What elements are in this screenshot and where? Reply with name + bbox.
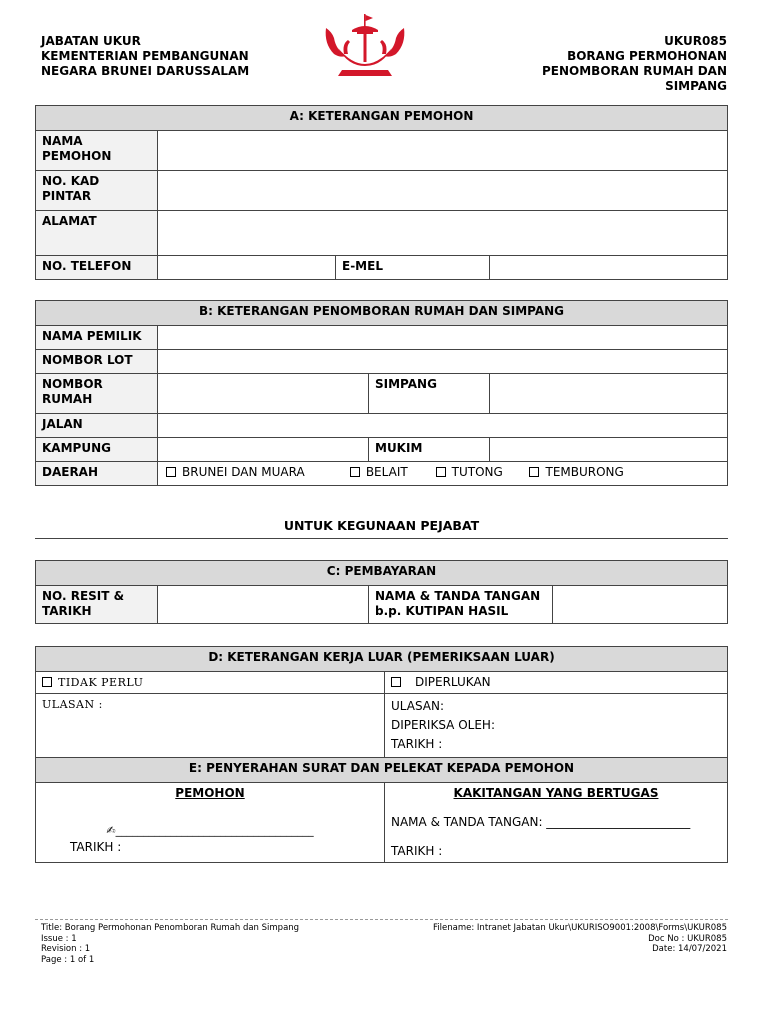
nama-pemohon-field[interactable] xyxy=(158,131,728,171)
form-title-line-2: PENOMBORAN RUMAH DAN xyxy=(542,64,727,78)
checkbox-icon xyxy=(42,677,52,687)
daerah-options xyxy=(158,462,728,486)
office-use-heading: UNTUK KEGUNAAN PEJABAT xyxy=(35,518,728,539)
section-b-title: B: KETERANGAN PENOMBORAN RUMAH DAN SIMPANG xyxy=(36,301,728,326)
mukim-label: MUKIM xyxy=(369,438,490,462)
ulasan-left-field[interactable]: ULASAN : xyxy=(36,694,385,758)
footer-date: Date: 14/07/2021 xyxy=(652,944,727,954)
section-e-title: E: PENYERAHAN SURAT DAN PELEKAT KEPADA PEMOHON xyxy=(36,758,728,783)
footer-filename: Filename: Intranet Jabatan Ukur\UKURISO9001:2008\Forms\UKUR085 xyxy=(433,923,727,933)
pemohon-tarikh: TARIKH : xyxy=(70,840,122,854)
checkbox-icon xyxy=(350,467,360,477)
nama-pemilik-field[interactable] xyxy=(158,326,728,350)
footer-page: Page : 1 of 1 xyxy=(41,954,95,965)
e-mel-label: E-MEL xyxy=(336,256,490,280)
brunei-crest-icon xyxy=(322,14,408,80)
kakitangan-cell xyxy=(385,783,728,863)
section-a-table xyxy=(35,105,728,280)
mukim-field[interactable] xyxy=(490,438,728,462)
alamat-field[interactable] xyxy=(158,211,728,256)
checkbox-icon xyxy=(166,467,176,477)
no-telefon-label: NO. TELEFON xyxy=(36,256,158,280)
tarikh-label: TARIKH : xyxy=(391,737,443,751)
nombor-rumah-field[interactable] xyxy=(158,374,369,414)
footer-doc-no: Doc No : UKUR085 xyxy=(648,933,727,944)
section-b-table xyxy=(35,300,728,486)
form-code: UKUR085 xyxy=(664,34,727,48)
department-line-3: NEGARA BRUNEI DARUSSALAM xyxy=(41,64,250,78)
no-kad-pintar-field[interactable] xyxy=(158,171,728,211)
daerah-option-tutong[interactable]: TUTONG xyxy=(436,465,526,480)
no-resit-field[interactable] xyxy=(158,586,369,624)
pemohon-cell xyxy=(36,783,385,863)
kakitangan-heading: KAKITANGAN YANG BERTUGAS xyxy=(453,786,659,800)
no-kad-pintar-label: NO. KAD PINTAR xyxy=(36,171,158,211)
diperiksa-oleh-label: DIPERIKSA OLEH: xyxy=(391,718,495,732)
footer-left xyxy=(41,923,299,965)
tidak-perlu-option[interactable]: TIDAK PERLU xyxy=(36,672,385,694)
form-title-line-1: BORANG PERMOHONAN xyxy=(567,49,727,63)
ulasan-right-field[interactable] xyxy=(385,694,728,758)
checkbox-icon xyxy=(529,467,539,477)
footer-title: Title: Borang Permohonan Penomboran Rumah dan Simpang xyxy=(41,923,300,933)
nombor-rumah-label: NOMBOR RUMAH xyxy=(36,374,158,414)
ulasan-label: ULASAN: xyxy=(391,699,445,713)
alamat-label: ALAMAT xyxy=(36,211,158,256)
daerah-option-brunei-muara[interactable]: BRUNEI DAN MUARA xyxy=(166,465,346,480)
form-title-line-3: SIMPANG xyxy=(665,79,727,93)
pemohon-heading: PEMOHON xyxy=(175,786,245,800)
footer-issue: Issue : 1 xyxy=(41,933,77,944)
department-line-1: JABATAN UKUR xyxy=(41,34,141,48)
section-c-table xyxy=(35,560,728,624)
section-a-title: A: KETERANGAN PEMOHON xyxy=(36,106,728,131)
simpang-label: SIMPANG xyxy=(369,374,490,414)
nombor-lot-field[interactable] xyxy=(158,350,728,374)
daerah-label: DAERAH xyxy=(36,462,158,486)
department-line-2: KEMENTERIAN PEMBANGUNAN xyxy=(41,49,249,63)
nombor-lot-label: NOMBOR LOT xyxy=(36,350,158,374)
daerah-option-belait[interactable]: BELAIT xyxy=(350,465,432,480)
jalan-field[interactable] xyxy=(158,414,728,438)
simpang-field[interactable] xyxy=(490,374,728,414)
kutipan-hasil-label: NAMA & TANDA TANGAN b.p. KUTIPAN HASIL xyxy=(369,586,553,624)
footer-revision: Revision : 1 xyxy=(41,944,91,954)
kakitangan-tarikh: TARIKH : xyxy=(391,844,443,858)
no-resit-label: NO. RESIT & TARIKH xyxy=(36,586,158,624)
kutipan-hasil-field[interactable] xyxy=(553,586,728,624)
form-code-header xyxy=(542,34,727,94)
checkbox-icon xyxy=(436,467,446,477)
pemohon-signature-line[interactable]: ✍____________________________________ xyxy=(106,824,314,837)
section-c-title: C: PEMBAYARAN xyxy=(36,561,728,586)
footer-right xyxy=(433,923,727,955)
nama-pemilik-label: NAMA PEMILIK xyxy=(36,326,158,350)
jalan-label: JALAN xyxy=(36,414,158,438)
section-d-title: D: KETERANGAN KERJA LUAR (PEMERIKSAAN LUAR) xyxy=(36,647,728,672)
nama-pemohon-label: NAMA PEMOHON xyxy=(36,131,158,171)
kampung-field[interactable] xyxy=(158,438,369,462)
section-de-table xyxy=(35,646,728,863)
daerah-option-temburong[interactable]: TEMBURONG xyxy=(529,465,623,480)
department-header xyxy=(41,34,249,79)
e-mel-field[interactable] xyxy=(490,256,728,280)
checkbox-icon xyxy=(391,677,401,687)
kakitangan-signature[interactable]: NAMA & TANDA TANGAN: ________________________ xyxy=(391,815,691,829)
footer-divider xyxy=(35,919,728,920)
no-telefon-field[interactable] xyxy=(158,256,336,280)
diperlukan-option[interactable]: DIPERLUKAN xyxy=(385,672,728,694)
kampung-label: KAMPUNG xyxy=(36,438,158,462)
